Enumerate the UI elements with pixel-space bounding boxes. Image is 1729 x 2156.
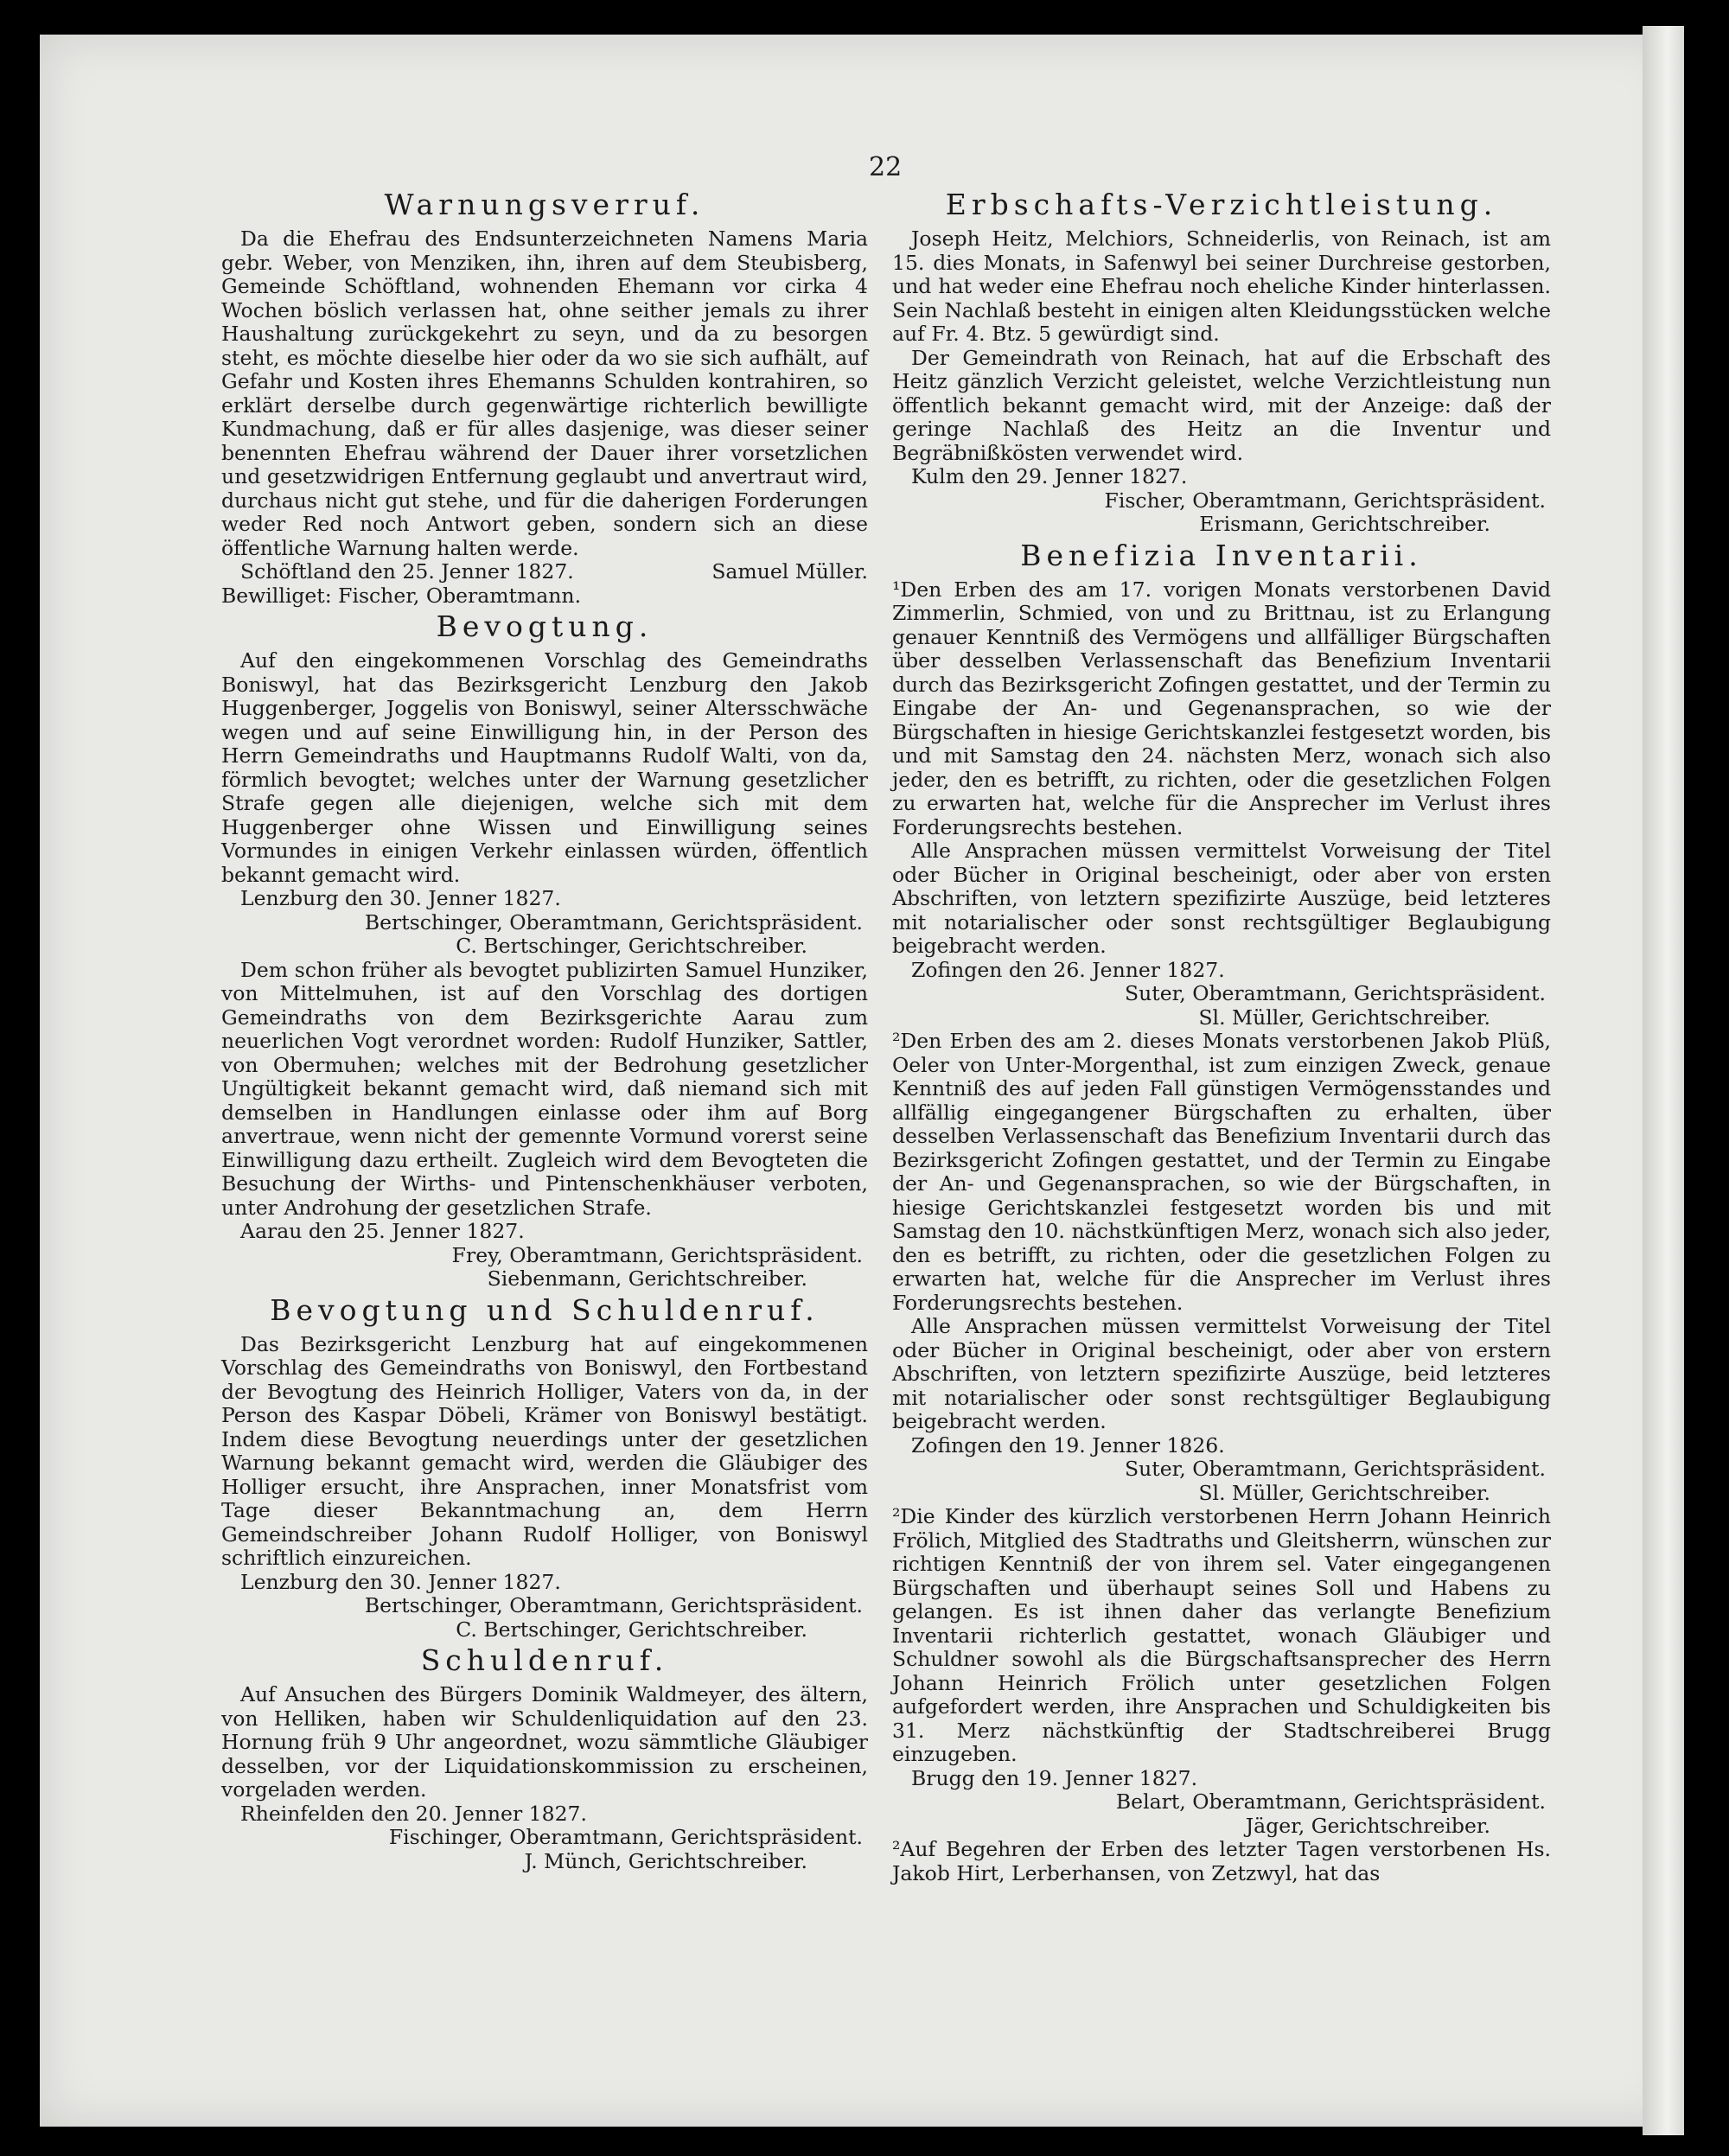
benefizia-entry-1-text-2: Alle Ansprachen müssen vermittelst Vorweisung der Titel oder Bücher in Original bescheinigt, oder aber von ersten Abschriften, von letztern spezifizirte Auszüge, beid letzteres mit notarialischer oder sonst rechtsgültiger Beglaubigung beigebracht werden. bbox=[892, 839, 1551, 958]
warnungsverruf-signer: Samuel Müller. bbox=[711, 559, 868, 584]
benefizia-entry-2-sig-a: Suter, Oberamtmann, Gerichtspräsident. bbox=[1125, 1457, 1546, 1481]
bevogtung-schuldenruf-sig-b: C. Bertschinger, Gerichtschreiber. bbox=[456, 1617, 807, 1642]
heading-erbschaft: Erbschafts-Verzichtleistung. bbox=[945, 188, 1498, 221]
schuldenruf-date: Rheinfelden den 20. Jenner 1827. bbox=[240, 1801, 587, 1826]
erbschaft-date: Kulm den 29. Jenner 1827. bbox=[911, 464, 1188, 488]
heading-benefizia: Benefizia Inventarii. bbox=[1020, 538, 1423, 572]
benefizia-entry-1-sig-a: Suter, Oberamtmann, Gerichtspräsident. bbox=[1125, 981, 1546, 1005]
bevogtung-sig-1a: Bertschinger, Oberamtmann, Gerichtspräsident. bbox=[364, 909, 863, 934]
bevogtung-sig-2b: Siebenmann, Gerichtschreiber. bbox=[487, 1266, 807, 1291]
bevogtung-text-1: Auf den eingekommenen Vorschlag des Gemeindraths Boniswyl, hat das Bezirksgericht Lenzburg den Jakob Huggenberger, Joggelis von Boniswyl, seiner Altersschwäche wegen und auf seine Einwilligung hin, in der Person des Herrn Gemeindraths und Hauptmanns Rudolf Walti, von da, förmlich bevogtet; welches unter der Warnung gesetzlicher Strafe gegen alle diejenigen, welche sich mit dem Huggenberger ohne Wissen und Einwilligung seines Vormundes in einigen Verkehr einlassen würden, öffentlich bekannt gemacht wird. bbox=[221, 648, 868, 887]
erbschaft-sig-b: Erismann, Gerichtschreiber. bbox=[1199, 512, 1490, 536]
erbschaft-text-1: Joseph Heitz, Melchiors, Schneiderlis, von Reinach, ist am 15. dies Monats, in Safenwyl bei seiner Durchreise gestorben, und hat weder eine Ehefrau noch eheliche Kinder hinterlassen. Sein Nachlaß besteht in einigen alten Kleidungsstücken welche auf Fr. 4. Btz. 5 gewürdigt sind. bbox=[892, 226, 1551, 346]
bevogtung-date-1: Lenzburg den 30. Jenner 1827. bbox=[240, 886, 561, 910]
heading-bevogtung-schuldenruf: Bevogtung und Schuldenruf. bbox=[270, 1292, 820, 1327]
benefizia-entry-3-sig-a: Belart, Oberamtmann, Gerichtspräsident. bbox=[1115, 1789, 1546, 1814]
benefizia-entry-3-sig-b: Jäger, Gerichtschreiber. bbox=[1245, 1813, 1490, 1838]
bevogtung-schuldenruf-date: Lenzburg den 30. Jenner 1827. bbox=[240, 1569, 561, 1594]
bevogtung-schuldenruf-sig-a: Bertschinger, Oberamtmann, Gerichtspräsident. bbox=[364, 1593, 863, 1617]
right-column bbox=[892, 186, 1551, 1885]
benefizia-entry-3-date: Brugg den 19. Jenner 1827. bbox=[911, 1765, 1198, 1790]
bevogtung-date-2: Aarau den 25. Jenner 1827. bbox=[240, 1219, 525, 1243]
warnungsverruf-dateline bbox=[221, 560, 868, 584]
benefizia-entry-4-text: ²Auf Begehren der Erben des letzter Tagen verstorbenen Hs. Jakob Hirt, Lerberhansen, von Zetzwyl, hat das bbox=[892, 1837, 1551, 1885]
heading-schuldenruf: Schuldenruf. bbox=[420, 1643, 669, 1677]
bevogtung-sig-2a: Frey, Oberamtmann, Gerichtspräsident. bbox=[451, 1242, 863, 1267]
bevogtung-sig-1b: C. Bertschinger, Gerichtschreiber. bbox=[456, 934, 807, 958]
benefizia-entry-2-sig-b: Sl. Müller, Gerichtschreiber. bbox=[1198, 1480, 1490, 1505]
erbschaft-text-2: Der Gemeindrath von Reinach, hat auf die Erbschaft des Heitz gänzlich Verzicht geleistet, welche Verzichtleistung nun öffentlich bekannt gemacht wird, mit der Anzeige: daß der geringe Nachlaß des Heitz an die Inventur und Begräbnißkösten verwendet wird. bbox=[892, 345, 1551, 465]
heading-bevogtung: Bevogtung. bbox=[436, 609, 654, 643]
benefizia-entry-2-date: Zofingen den 19. Jenner 1826. bbox=[911, 1432, 1225, 1458]
heading-warnungsverruf: Warnungsverruf. bbox=[384, 188, 705, 221]
erbschaft-sig-a: Fischer, Oberamtmann, Gerichtspräsident. bbox=[1104, 488, 1546, 513]
benefizia-entry-1-text: ¹Den Erben des am 17. vorigen Monats verstorbenen David Zimmerlin, Schmied, von und zu Brittnau, ist zu Erlangung genauer Kenntniß des Vermögens und allfälliger Bürgschaften über desselben Verlassenschaft das Benefizium Inventarii durch das Bezirksgericht Zofingen gestattet, und der Termin zu Eingabe der An- und Gegenansprachen, so wie der Bürgschaften in hiesige Gerichtskanzlei festgesetzt worden, bis und mit Samstag den 24. nächsten Merz, wonach sich also jeder, den es betrifft, zu richten, oder die gesetzlichen Folgen zu erwarten hat, welche für die Ansprecher im Verlust ihres Forderungsrechts bestehen. bbox=[892, 577, 1551, 839]
page-fold bbox=[1643, 26, 1684, 2135]
warnungsverruf-text: Da die Ehefrau des Endsunterzeichneten Namens Maria gebr. Weber, von Menziken, ihn, ihren auf dem Steubisberg, Gemeinde Schöftland, wohnenden Ehemann vor cirka 4 Wochen böslich verlassen hat, ohne seither jemals zu ihrer Haushaltung zurückgekehrt zu seyn, und da zu besorgen steht, es möchte dieselbe hier oder da wo sie sich aufhält, auf Gefahr und Kosten ihres Ehemanns Schulden kontrahiren, so erklärt derselbe durch gegenwärtige richterlich bewilligte Kundmachung, daß er für alles dasjenige, was dieser seiner benennten Ehefrau während der Dauer ihrer vorsetzlichen und gesetzwidrigen Entfernung geglaubt und anvertraut wird, durchaus nicht gut stehe, und für die daherigen Forderungen weder Red noch Antwort geben, sondern sich an diese öffentliche Warnung halten werde. bbox=[221, 226, 868, 560]
benefizia-entry-3-text: ²Die Kinder des kürzlich verstorbenen Herrn Johann Heinrich Frölich, Mitglied des Stadtraths und Gleitsherrn, wünschen zur richtigen Kenntniß der von ihrem sel. Vater eingegangenen Bürgschaften und überhaupt seines Soll und Habens zu gelangen. Es ist ihnen daher das verlangte Benefizium Inventarii richterlich gestattet, wonach Gläubiger und Schuldner sowohl als die Bürgschaftsansprecher des Herrn Johann Heinrich Frölich unter gesetzlichen Folgen aufgefordert werden, ihre Ansprachen und Schuldigkeiten bis 31. Merz nächstkünftig der Stadtschreiberei Brugg einzugeben. bbox=[892, 1504, 1551, 1766]
warnungsverruf-approved: Bewilliget: Fischer, Oberamtmann. bbox=[221, 583, 582, 608]
bevogtung-text-2: Dem schon früher als bevogtet publizirten Samuel Hunziker, von Mittelmuhen, ist auf den Vorschlag des dortigen Gemeindraths von dem Bezirksgerichte Aarau zum neuerlichen Vogt verordnet worden: Rudolf Hunziker, Sattler, von Obermuhen; welches mit der Bedrohung gesetzlicher Ungültigkeit bekannt gemacht wird, daß niemand sich mit demselben in Handlungen einlasse oder ihm auf Borg anvertraue, wenn nicht der gemennte Vormund vorerst seine Einwilligung dazu ertheilt. Zugleich wird dem Bevogteten die Besuchung der Wirths- und Pintenschenkhäuser verboten, unter Androhung der gesetzlichen Strafe. bbox=[221, 957, 868, 1220]
warnungsverruf-date: Schöftland den 25. Jenner 1827. bbox=[240, 559, 574, 584]
schuldenruf-sig-b: J. Münch, Gerichtschreiber. bbox=[524, 1848, 807, 1873]
schuldenruf-text: Auf Ansuchen des Bürgers Dominik Waldmeyer, des ältern, von Helliken, haben wir Schuldenliquidation auf den 23. Hornung früh 9 Uhr angeordnet, wozu sämmtliche Gläubiger desselben, vor der Liquidationskommission zu erscheinen, vorgeladen werden. bbox=[221, 1682, 868, 1802]
left-column bbox=[221, 186, 868, 1873]
benefizia-entry-2-text: ²Den Erben des am 2. dieses Monats verstorbenen Jakob Plüß, Oeler von Unter-Morgenthal, ist zum einzigen Zweck, genaue Kenntniß des auf jeden Fall günstigen Vermögensstandes und allfällig eingegangener Bürgschaften zu erhalten, über desselben Verlassenschaft das Benefizium Inventarii durch das Bezirksgericht Zofingen gestattet, und der Termin zu Eingabe der An- und Gegenansprachen, so wie der Bürgschaften, in hiesige Gerichtskanzlei festgesetzt worden bis und mit Samstag den 10. nächstkünftigen Merz, wonach sich also jeder, den es betrifft, zu richten, oder die gesetzlichen Folgen zu erwarten hat, welche für die Ansprecher im Verlust ihres Forderungsrechts bestehen. bbox=[892, 1029, 1551, 1315]
benefizia-entry-1-date: Zofingen den 26. Jenner 1827. bbox=[911, 957, 1225, 982]
bevogtung-schuldenruf-text: Das Bezirksgericht Lenzburg hat auf eingekommenen Vorschlag des Gemeindraths von Boniswyl, den Fortbestand der Bevogtung des Heinrich Holliger, Vaters von da, in der Person des Kaspar Döbeli, Krämer von Boniswyl bestätigt. Indem diese Bevogtung neuerdings unter der gesetzlichen Warnung bekannt gemacht wird, werden die Gläubiger des Holliger ersucht, ihre Ansprachen, inner Monatsfrist vom Tage dieser Bekanntmachung an, dem Herrn Gemeindschreiber Johann Rudolf Holliger, von Boniswyl schriftlich einzureichen. bbox=[221, 1331, 868, 1570]
schuldenruf-sig-a: Fischinger, Oberamtmann, Gerichtspräsident. bbox=[388, 1825, 863, 1849]
benefizia-entry-2-text-2: Alle Ansprachen müssen vermittelst Vorweisung der Titel oder Bücher in Original bescheinigt, oder aber von erstern Abschriften, von letztern spezifizirte Auszüge, beid letzteres mit notarialischer oder sonst rechtsgültiger Beglaubigung beigebracht werden. bbox=[892, 1314, 1551, 1433]
page-number: 22 bbox=[869, 152, 903, 182]
benefizia-entry-1-sig-b: Sl. Müller, Gerichtschreiber. bbox=[1198, 1005, 1490, 1030]
